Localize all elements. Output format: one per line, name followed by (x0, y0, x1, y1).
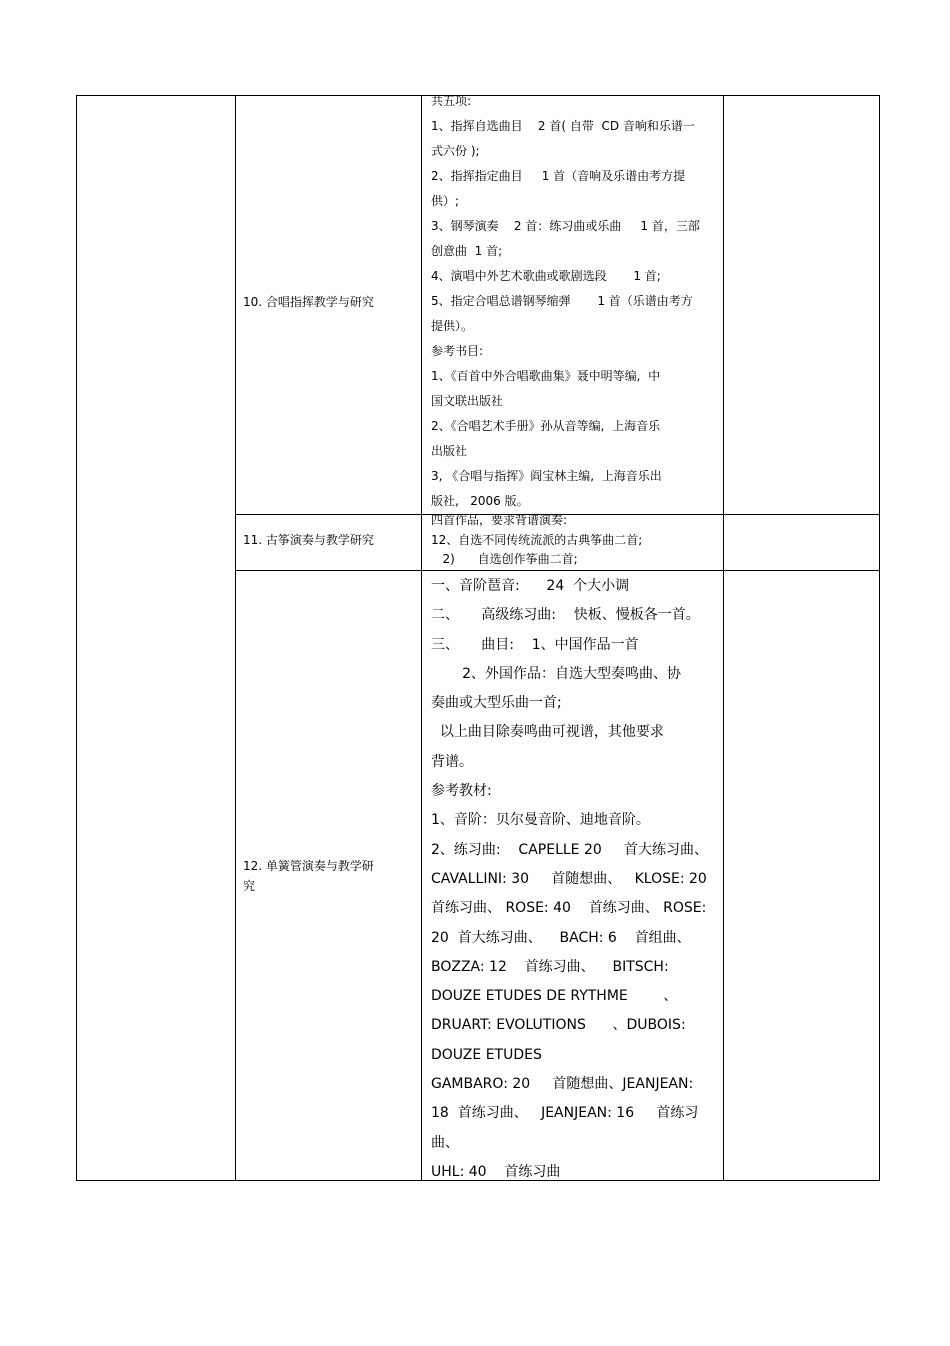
requirement-line: 1、《百首中外合唱歌曲集》聂中明等编, 中 (431, 369, 661, 383)
requirement-line: 版社, 2006 版。 (431, 494, 529, 508)
requirement-line: 国文联出版社 (431, 394, 504, 408)
requirement-line: 5、指定合唱总谱钢琴缩弹 1 首（乐谱由考方 (431, 294, 693, 308)
course-name-row-12 (243, 856, 423, 896)
requirements-row-11 (431, 511, 713, 570)
course-name-row-11: 11. 古筝演奏与教学研究 (243, 533, 374, 547)
requirement-line: 式六份 ); (431, 144, 480, 158)
requirement-line: DRUART: EVOLUTIONS 、DUBOIS: (431, 1017, 686, 1034)
requirement-line: 4、演唱中外艺术歌曲或歌剧选段 1 首; (431, 269, 661, 283)
requirement-line: 首练习曲、 ROSE: 40 首练习曲、 ROSE: (431, 900, 707, 917)
requirement-line: DOUZE ETUDES (431, 1046, 542, 1063)
requirement-line: 参考教材: (431, 783, 492, 800)
requirements-row-10 (431, 89, 713, 514)
requirements-row-12 (431, 572, 713, 1187)
requirement-line: 以上曲目除奏鸣曲可视谱，其他要求 (431, 724, 664, 741)
requirement-line: 2、练习曲: CAPELLE 20 首大练习曲、 (431, 841, 709, 858)
requirement-line: 三、 曲目: 1、中国作品一首 (431, 636, 639, 653)
course-name-line: 究 (243, 879, 256, 893)
course-table (76, 95, 880, 1181)
requirement-line: 曲、 (431, 1134, 459, 1151)
row-divider (235, 570, 879, 571)
column-divider (235, 96, 236, 1180)
requirement-line: 3, 《合唱与指挥》阎宝林主编, 上海音乐出 (431, 469, 662, 483)
requirement-line: 3、钢琴演奏 2 首：练习曲或乐曲 1 首，三部 (431, 219, 700, 233)
requirement-line: 18 首练习曲、 JEANJEAN: 16 首练习 (431, 1105, 699, 1122)
requirement-line: DOUZE ETUDES DE RYTHME 、 (431, 988, 678, 1005)
requirement-line: 共五项: (431, 94, 472, 108)
requirement-line: GAMBARO: 20 首随想曲、JEANJEAN: (431, 1076, 694, 1093)
column-divider (723, 96, 724, 1180)
requirement-line: 1、指挥自选曲目 2 首( 自带 CD 音响和乐谱一 (431, 119, 695, 133)
requirement-line: 2) 自选创作筝曲二首; (431, 552, 578, 566)
requirement-line: 出版社 (431, 444, 468, 458)
requirement-line: 2、指挥指定曲目 1 首（音响及乐谱由考方提 (431, 169, 686, 183)
requirement-line: 二、 高级练习曲: 快板、慢板各一首。 (431, 607, 700, 624)
requirement-line: UHL: 40 首练习曲 (431, 1163, 561, 1180)
requirement-line: 背谱。 (431, 753, 473, 770)
requirement-line: 参考书目: (431, 344, 484, 358)
requirement-line: 供）; (431, 194, 460, 208)
course-name-row-10: 10. 合唱指挥教学与研究 (243, 295, 374, 309)
requirement-line: 创意曲 1 首; (431, 244, 503, 258)
column-divider (421, 96, 422, 1180)
requirement-line: 12、自选不同传统流派的古典筝曲二首; (431, 532, 643, 547)
requirement-line: 20 首大练习曲、 BACH: 6 首组曲、 (431, 929, 691, 946)
requirement-line: 2、《合唱艺术手册》孙从音等编, 上海音乐 (431, 419, 661, 433)
course-name-line: 12. 单簧管演奏与教学研 (243, 859, 374, 873)
requirement-line: 四首作品，要求背谱演奏: (431, 513, 568, 527)
requirement-line: CAVALLINI: 30 首随想曲、 KLOSE: 20 (431, 870, 707, 887)
requirement-line: 一、音阶琶音: 24 个大小调 (431, 578, 630, 594)
requirement-line: 奏曲或大型乐曲一首; (431, 695, 562, 712)
requirement-line: 1、音阶：贝尔曼音阶、迪地音阶。 (431, 812, 650, 829)
requirement-line: 2、外国作品：自选大型奏鸣曲、协 (431, 665, 682, 682)
requirement-line: BOZZA: 12 首练习曲、 BITSCH: (431, 958, 669, 975)
requirement-line: 提供）。 (431, 319, 474, 333)
